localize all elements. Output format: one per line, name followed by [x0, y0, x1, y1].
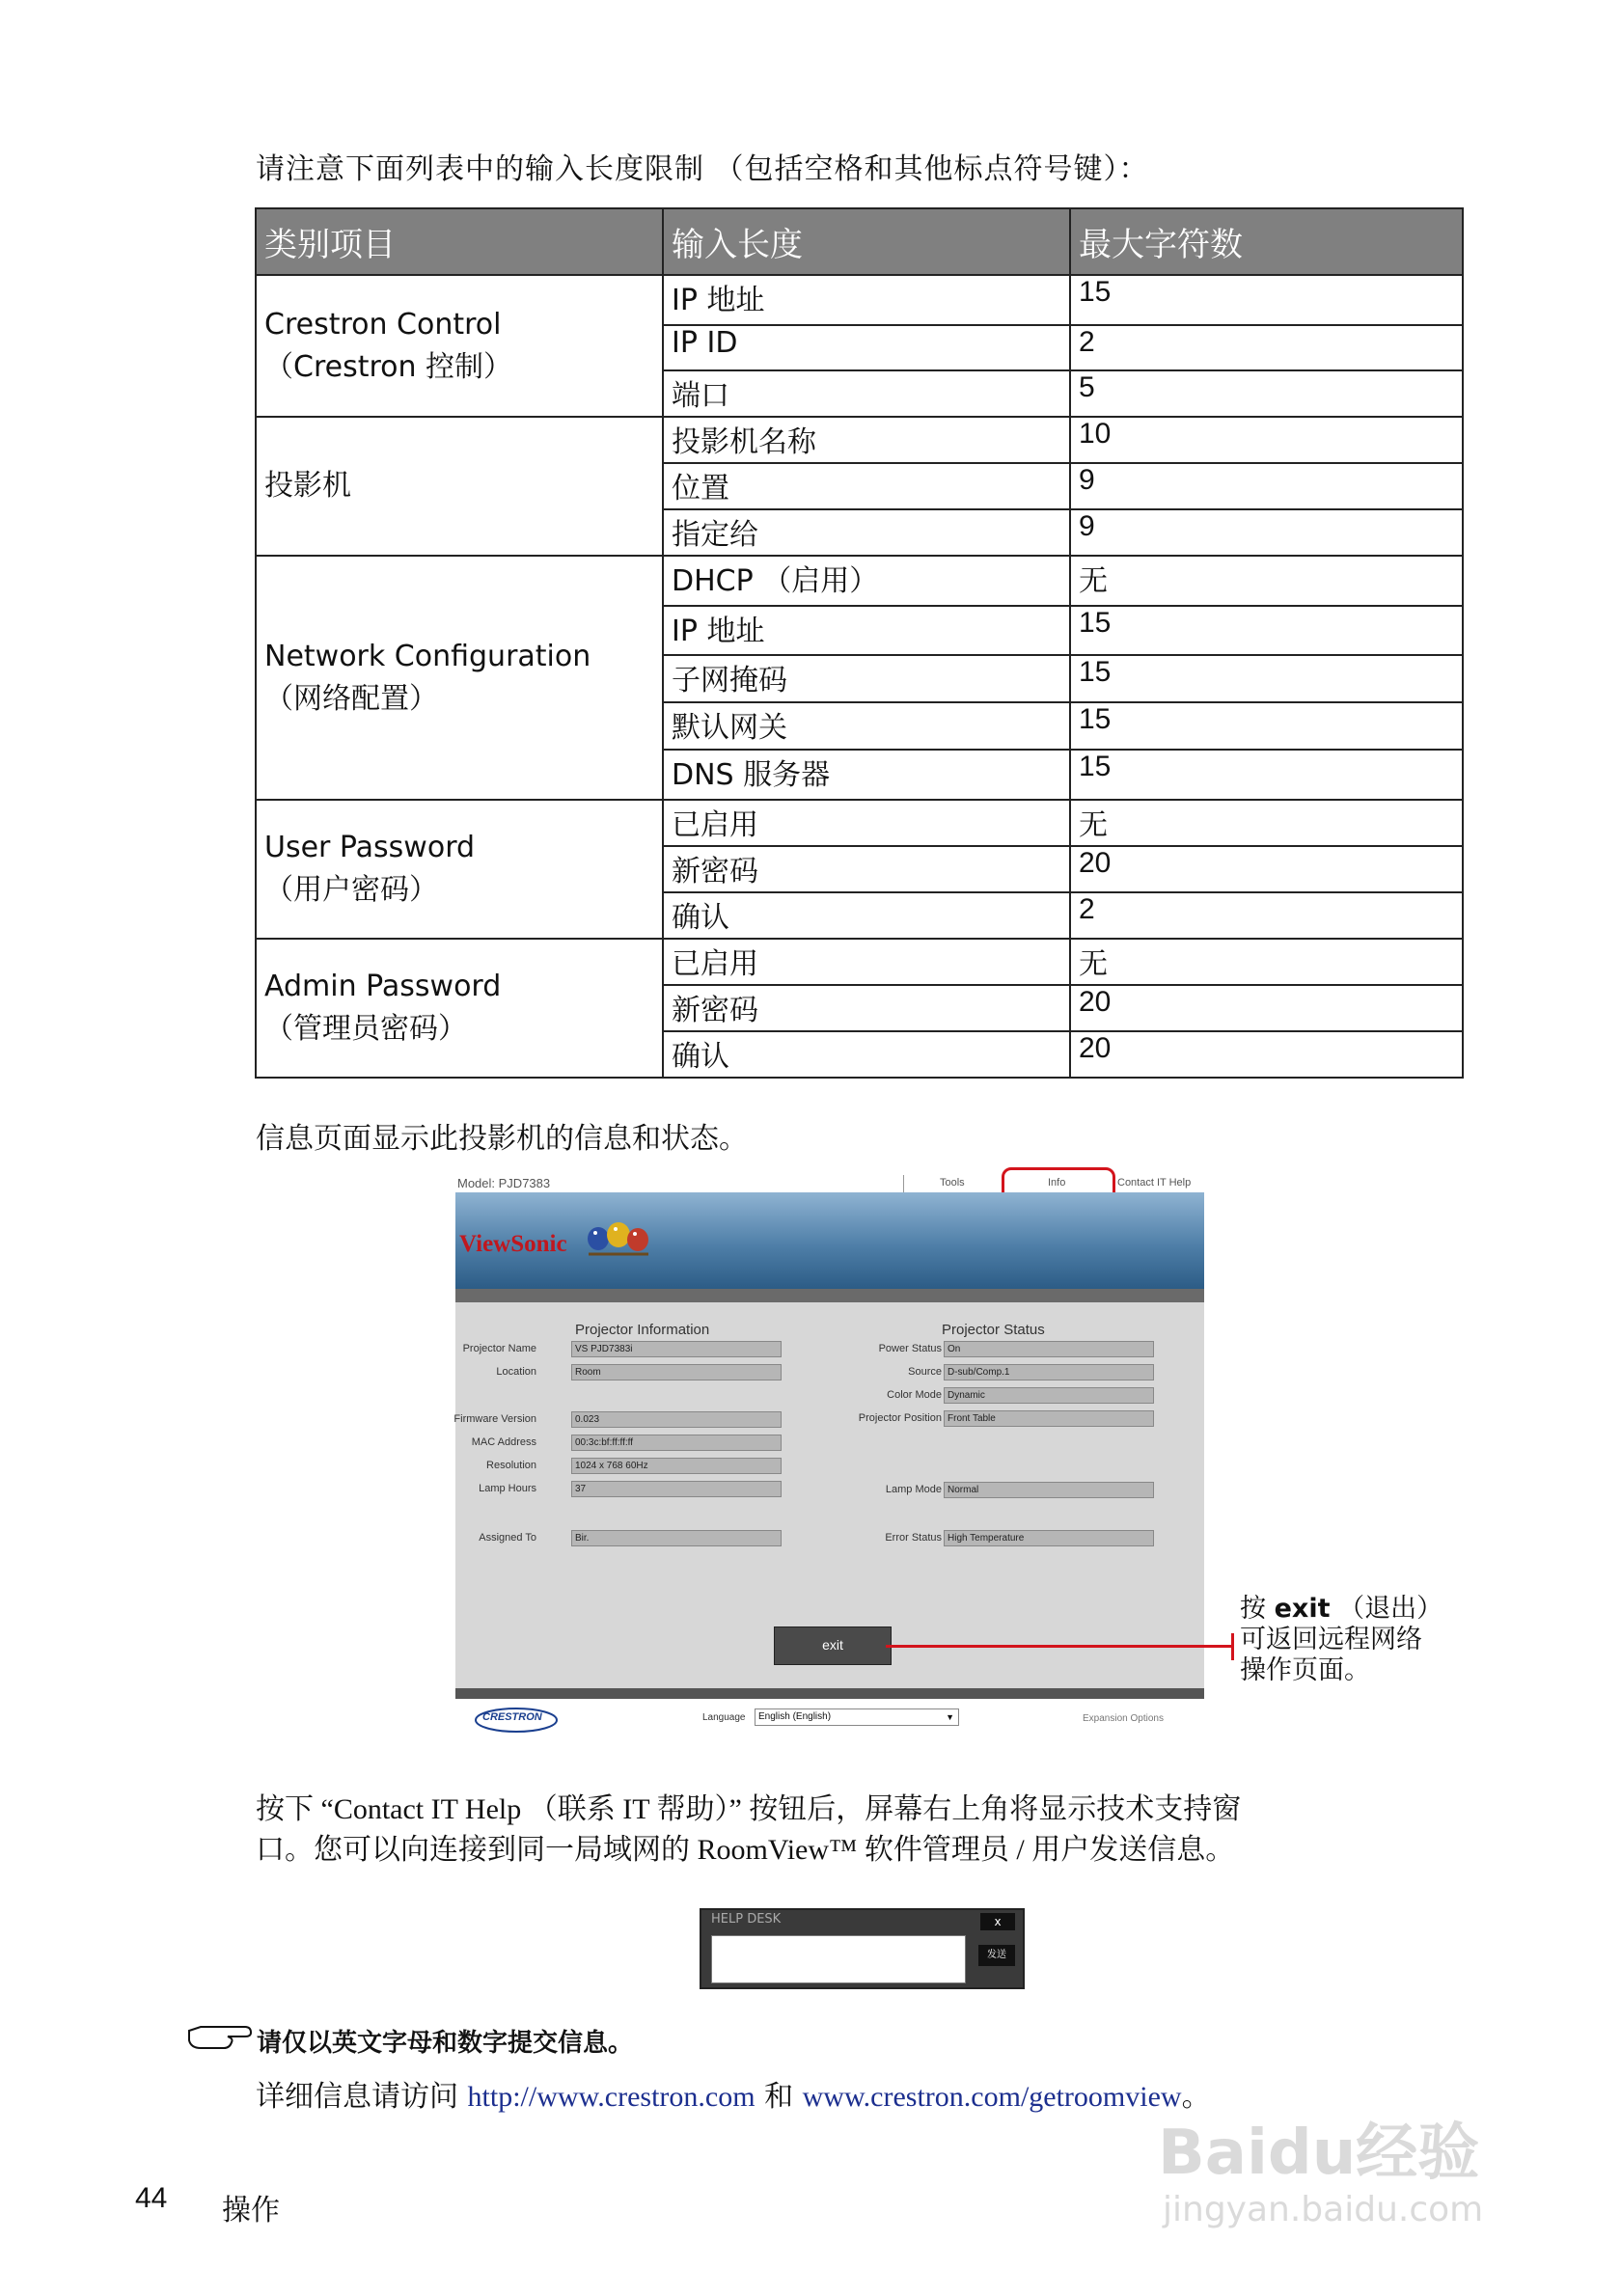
resolution-field: 1024 x 768 60Hz — [571, 1458, 782, 1474]
category-cell: User Password （用户密码） — [256, 800, 663, 939]
input-cell: 子网掩码 — [663, 655, 1070, 702]
banner-stripe — [455, 1289, 1204, 1302]
input-cell: 新密码 — [663, 985, 1070, 1031]
pointer-line — [886, 1645, 1233, 1648]
contact-it-help-paragraph: 按下 “Contact IT Help （联系 IT 帮助）” 按钮后，屏幕右上角将显示技术支持窗 口。您可以向连接到同一局域网的 RoomView™ 软件管理员 / 用户发送信息。 — [256, 1793, 1242, 1866]
intro-text: 请注意下面列表中的输入长度限制 （包括空格和其他标点符号键）： — [256, 152, 1149, 186]
field-label: Resolution — [486, 1460, 536, 1471]
exit-button[interactable]: exit — [774, 1626, 892, 1665]
input-cell: 默认网关 — [663, 702, 1070, 750]
input-cell: 确认 — [663, 892, 1070, 939]
max-cell: 无 — [1070, 800, 1463, 846]
divider — [903, 1175, 904, 1192]
max-cell: 2 — [1070, 892, 1463, 939]
assigned-to-field: Bir. — [571, 1530, 782, 1546]
expansion-options-link[interactable]: Expansion Options — [1083, 1713, 1164, 1724]
input-cell: 端口 — [663, 370, 1070, 417]
lamp-mode-field: Normal — [944, 1482, 1154, 1498]
field-label: Firmware Version — [453, 1413, 536, 1425]
power-status-field: On — [944, 1341, 1154, 1357]
input-cell: DNS 服务器 — [663, 750, 1070, 800]
crestron-logo-text: CRESTRON — [482, 1711, 542, 1723]
field-label: Location — [496, 1366, 536, 1378]
error-status-field: High Temperature — [944, 1530, 1154, 1546]
category-cell: 投影机 — [256, 417, 663, 556]
table-row — [256, 939, 1463, 985]
watermark-brand: Baidu经验 — [1158, 2118, 1480, 2189]
color-mode-field: Dynamic — [944, 1387, 1154, 1404]
footer-stripe — [455, 1688, 1204, 1699]
field-label: Lamp Hours — [479, 1483, 536, 1494]
input-cell: IP 地址 — [663, 275, 1070, 325]
firmware-field: 0.023 — [571, 1411, 782, 1428]
input-limits-table — [255, 207, 1464, 1079]
projector-web-screenshot — [455, 1175, 1204, 1739]
input-cell: 指定给 — [663, 509, 1070, 556]
table-header-row — [256, 208, 1463, 275]
tab-contact-it-help[interactable]: Contact IT Help — [1117, 1177, 1192, 1189]
max-cell: 20 — [1070, 846, 1463, 892]
lamp-hours-field: 37 — [571, 1481, 782, 1497]
input-cell: 确认 — [663, 1031, 1070, 1078]
watermark-url: jingyan.baidu.com — [1163, 2190, 1484, 2229]
max-cell: 2 — [1070, 325, 1463, 370]
language-select[interactable] — [755, 1708, 959, 1726]
page-number: 44 — [135, 2182, 168, 2214]
tab-info[interactable]: Info — [1048, 1177, 1066, 1189]
input-cell: 已启用 — [663, 800, 1070, 846]
mac-address-field: 00:3c:bf:ff:ff:ff — [571, 1435, 782, 1451]
max-cell: 无 — [1070, 556, 1463, 606]
category-cell: Network Configuration （网络配置） — [256, 556, 663, 800]
field-label: Projector Name — [462, 1343, 536, 1354]
tab-tools[interactable]: Tools — [940, 1177, 965, 1189]
chevron-down-icon: ▼ — [946, 1712, 954, 1722]
projector-status-title: Projector Status — [942, 1322, 1045, 1338]
max-cell: 10 — [1070, 417, 1463, 463]
header-max: 最大字符数 — [1070, 208, 1463, 275]
input-cell: 投影机名称 — [663, 417, 1070, 463]
pointer-tick — [1231, 1633, 1234, 1660]
web-footer — [455, 1699, 1204, 1739]
field-label: Color Mode — [887, 1389, 942, 1401]
pointing-hand-icon — [185, 2023, 253, 2054]
field-label: MAC Address — [471, 1436, 536, 1448]
field-label: Projector Position — [858, 1412, 942, 1424]
getroomview-link[interactable]: www.crestron.com/getroomview — [802, 2081, 1182, 2113]
send-button[interactable]: 发送 — [978, 1945, 1015, 1966]
info-description: 信息页面显示此投影机的信息和状态。 — [256, 1122, 748, 1156]
note-text: 请仅以英文字母和数字提交信息。 — [257, 2029, 634, 2058]
header-input: 输入长度 — [663, 208, 1070, 275]
input-cell: 新密码 — [663, 846, 1070, 892]
help-desk-message-input[interactable] — [711, 1935, 966, 1983]
table-row — [256, 800, 1463, 846]
header-category: 类别项目 — [256, 208, 663, 275]
input-cell: IP 地址 — [663, 606, 1070, 655]
field-label: Power Status — [878, 1343, 942, 1354]
field-label: Source — [908, 1366, 942, 1378]
projector-position-field: Front Table — [944, 1410, 1154, 1427]
exit-annotation: 按 exit （退出） 可返回远程网络 操作页面。 — [1240, 1594, 1443, 1685]
help-desk-window — [700, 1908, 1025, 1989]
input-cell: DHCP （启用） — [663, 556, 1070, 606]
source-field: D-sub/Comp.1 — [944, 1364, 1154, 1380]
table-row — [256, 417, 1463, 463]
max-cell: 9 — [1070, 463, 1463, 509]
max-cell: 9 — [1070, 509, 1463, 556]
max-cell: 15 — [1070, 702, 1463, 750]
crestron-link[interactable]: http://www.crestron.com — [467, 2081, 756, 2113]
table-row — [256, 275, 1463, 325]
viewsonic-logo: ViewSonic — [459, 1231, 567, 1257]
location-field: Room — [571, 1364, 782, 1380]
max-cell: 20 — [1070, 1031, 1463, 1078]
max-cell: 20 — [1070, 985, 1463, 1031]
field-label: Lamp Mode — [885, 1484, 942, 1495]
close-button[interactable]: x — [980, 1913, 1015, 1930]
section-name: 操作 — [222, 2194, 280, 2228]
max-cell: 15 — [1070, 750, 1463, 800]
birds-logo-icon — [585, 1214, 652, 1262]
input-cell: IP ID — [663, 325, 1070, 370]
field-label: Error Status — [885, 1532, 942, 1544]
max-cell: 无 — [1070, 939, 1463, 985]
table-row — [256, 556, 1463, 606]
field-label: Assigned To — [479, 1532, 536, 1544]
language-select-value: English (English) — [758, 1711, 832, 1722]
model-label: Model: PJD7383 — [457, 1176, 551, 1190]
max-cell: 15 — [1070, 655, 1463, 702]
web-banner — [455, 1192, 1204, 1289]
category-cell: Crestron Control （Crestron 控制） — [256, 275, 663, 417]
max-cell: 15 — [1070, 275, 1463, 325]
projector-information-title: Projector Information — [575, 1322, 710, 1338]
input-cell: 已启用 — [663, 939, 1070, 985]
help-desk-title: HELP DESK — [711, 1912, 782, 1927]
projector-name-field: VS PJD7383i — [571, 1341, 782, 1357]
more-info-line: 详细信息请访问 http://www.crestron.com 和 www.crestron.com/getroomview。 — [256, 2080, 1211, 2114]
input-cell: 位置 — [663, 463, 1070, 509]
language-label: Language — [702, 1712, 746, 1723]
max-cell: 5 — [1070, 370, 1463, 417]
max-cell: 15 — [1070, 606, 1463, 655]
category-cell: Admin Password （管理员密码） — [256, 939, 663, 1078]
